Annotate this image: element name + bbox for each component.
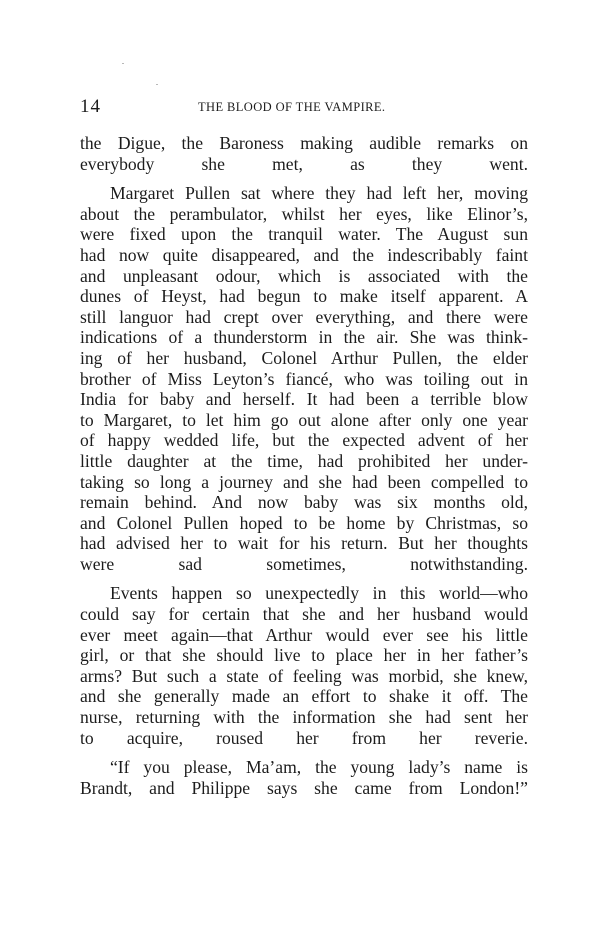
paragraph (80, 757, 528, 798)
paragraph (80, 183, 528, 574)
text-line: of happy wedded life, but the expected advent of her (80, 430, 528, 451)
paper-speck (122, 63, 124, 64)
text-line: to Margaret, to let him go out alone after only one year (80, 409, 528, 430)
text-line: Brandt, and Philippe says she came from London!” (80, 777, 528, 798)
text-line: could say for certain that she and her husband would (80, 604, 528, 625)
text-line: Events happen so unexpectedly in this world—who (110, 583, 528, 604)
text-line: ever meet again—that Arthur would ever see his little (80, 624, 528, 645)
text-line: brother of Miss Leyton’s fiancé, who was toiling out in (80, 368, 528, 389)
text-line: everybody she met, as they went. (80, 153, 528, 174)
text-line: dunes of Heyst, had begun to make itself apparent. A (80, 286, 528, 307)
text-line: girl, or that she should live to place her in her father’s (80, 645, 528, 666)
text-line: about the perambulator, whilst her eyes, like Elinor’s, (80, 203, 528, 224)
page-number: 14 (80, 96, 101, 117)
text-line: and Colonel Pullen hoped to be home by Christmas, so (80, 512, 528, 533)
text-line: and unpleasant odour, which is associated with the (80, 265, 528, 286)
text-line: were fixed upon the tranquil water. The August sun (80, 224, 528, 245)
running-title: THE BLOOD OF THE VAMPIRE. (198, 100, 386, 114)
text-line: India for baby and herself. It had been a terrible blow (80, 389, 528, 410)
text-line: nurse, returning with the information she had sent her (80, 707, 528, 728)
text-line: “If you please, Ma’am, the young lady’s name is (110, 757, 528, 778)
text-line: had now quite disappeared, and the indescribably faint (80, 244, 528, 265)
text-line: remain behind. And now baby was six months old, (80, 492, 528, 513)
text-line: little daughter at the time, had prohibited her under- (80, 450, 528, 471)
text-line: the Digue, the Baroness making audible remarks on (80, 133, 528, 153)
body-text (80, 133, 528, 798)
text-line: were sad sometimes, notwithstanding. (80, 553, 528, 574)
page-header (80, 96, 528, 120)
text-line: to acquire, roused her from her reverie. (80, 727, 528, 748)
paragraph (80, 583, 528, 748)
paragraph (80, 133, 528, 174)
text-line: Margaret Pullen sat where they had left her, moving (110, 183, 528, 204)
text-line: ing of her husband, Colonel Arthur Pullen, the elder (80, 347, 528, 368)
paper-speck (156, 84, 158, 85)
text-line: arms? But such a state of feeling was morbid, she knew, (80, 665, 528, 686)
text-line: and she generally made an effort to shake it off. The (80, 686, 528, 707)
text-line: still languor had crept over everything, and there were (80, 306, 528, 327)
text-line: indications of a thunderstorm in the air. She was think- (80, 327, 528, 348)
text-line: had advised her to wait for his return. But her thoughts (80, 533, 528, 554)
text-line: taking so long a journey and she had been compelled to (80, 471, 528, 492)
